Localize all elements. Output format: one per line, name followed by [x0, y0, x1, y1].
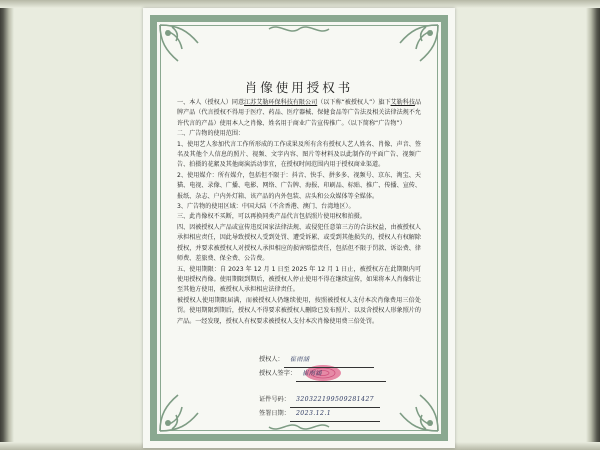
authorizer-row [259, 353, 429, 367]
clause-2: 二、广告物的使用范围： [177, 130, 245, 138]
corner-ornament-top-right [380, 23, 440, 63]
sign-date-label: 签署日期： [259, 410, 290, 417]
brand-name: 艾勒科技 [390, 99, 415, 106]
clause-4: 四、因被授权人产品或宣传违反国家法律法规、或侵犯任意第三方的合法权益，由被授权人承担相应责任，因此导致授权人受到处罚、遭受诉累、或受到其他损失的，授权人有权解除授权，并要求被授权人对授权人承担相应的损害赔偿责任，包括但不限于罚款、诉讼费、律师费、差旅费、保全费、公告费。 [177, 223, 421, 263]
corner-ornament-bottom-left [158, 393, 218, 433]
company-name: 江苏艾勒环保科技有限公司 [244, 99, 318, 106]
authorizer-signature: 崔雨涵 [296, 367, 386, 382]
clause-1 [177, 98, 421, 129]
authorizer-label: 授权人： [259, 356, 284, 363]
id-number-label: 证件号码： [259, 396, 290, 403]
certificate-paper [143, 8, 455, 448]
clause-2-1: 1、使用艺人参加代言工作所形成的工作成果及所有含有授权人艺人姓名、肖像、声音、签名及其他个人信息的照片、视频、文字内容、图片等材料及以此制作的平面广告、视频广告、拍摄的花絮及其他商演活动事宜，在授权时间范围内用于授权商业渠道。 [177, 140, 421, 169]
corner-ornament-top-left [158, 23, 218, 63]
document-title: 肖像使用授权书 [244, 80, 354, 95]
id-number-row [259, 393, 429, 407]
authorizer-sign-label: 授权人签字： [259, 370, 297, 377]
clause-1-prefix: 一、本人（授权人）同意 [177, 99, 245, 106]
clause-2-2: 2、使用媒介：所有媒介，包括但不限于：抖音、快手、拼多多、视频号、京东、淘宝、天猫、电视、录像、广播、电影、网络、广告牌、海报、印刷品、标贴、推广、传播、宣传、报纸、杂志、户内外灯箱、该产品的内外包装、店头和公众媒体等全媒体。 [177, 171, 421, 200]
sign-date-row [259, 407, 429, 421]
authorizer-sign-row [259, 367, 429, 381]
clause-2-3: 3、广告物的使用区域：中国大陆（不含香港、澳门、台湾地区）。 [177, 203, 355, 211]
top-center-ornament [264, 22, 334, 36]
clause-3: 三、此肖像权不买断，可以再换同类产品代言包括照片使用权和拍摄。 [177, 213, 366, 221]
clause-1-mid: （以下称“被授权人”）旗下 [317, 99, 391, 106]
frame-top-edge [0, 0, 600, 8]
document-body [177, 98, 421, 327]
authorizer-value: 崔雨涵 [284, 353, 374, 368]
clause-1-suffix: 品牌产品（代言授权不得用于医疗、药品、医疗器械、保健食品等广告法及相关法律法规不允许代言的产品）使用本人之肖像、姓名用于商业广告宣传推广。（以下简称“广告物”） [177, 99, 422, 127]
sign-date-value: 2023.12.1 [290, 407, 380, 422]
clause-5-extra: 被授权人使用期限届满，而被授权人仍继续使用，按照被授权人支付本次肖像费用三倍处罚。使用期限到期后，授权人不得要求被授权人删除已发布照片、以及含授权人形象照片的产品。一经发现，授权人有权要求被授权人支付本次肖像使用费三倍处罚。 [177, 296, 421, 325]
bottom-center-ornament [264, 420, 334, 434]
id-number-value: 320322199509281427 [290, 393, 380, 408]
signature-block [259, 353, 429, 421]
clause-5: 五、使用期限：自 2023 年 12 月 1 日至 2025 年 12 月 1 日止，被授权方在此期限内可使用授权肖像。使用期限到期后，被授权人停止使用不得在继续宣传，如果将本人肖像转让至其他方使用，被授权人承担相应法律责任。 [177, 265, 421, 294]
